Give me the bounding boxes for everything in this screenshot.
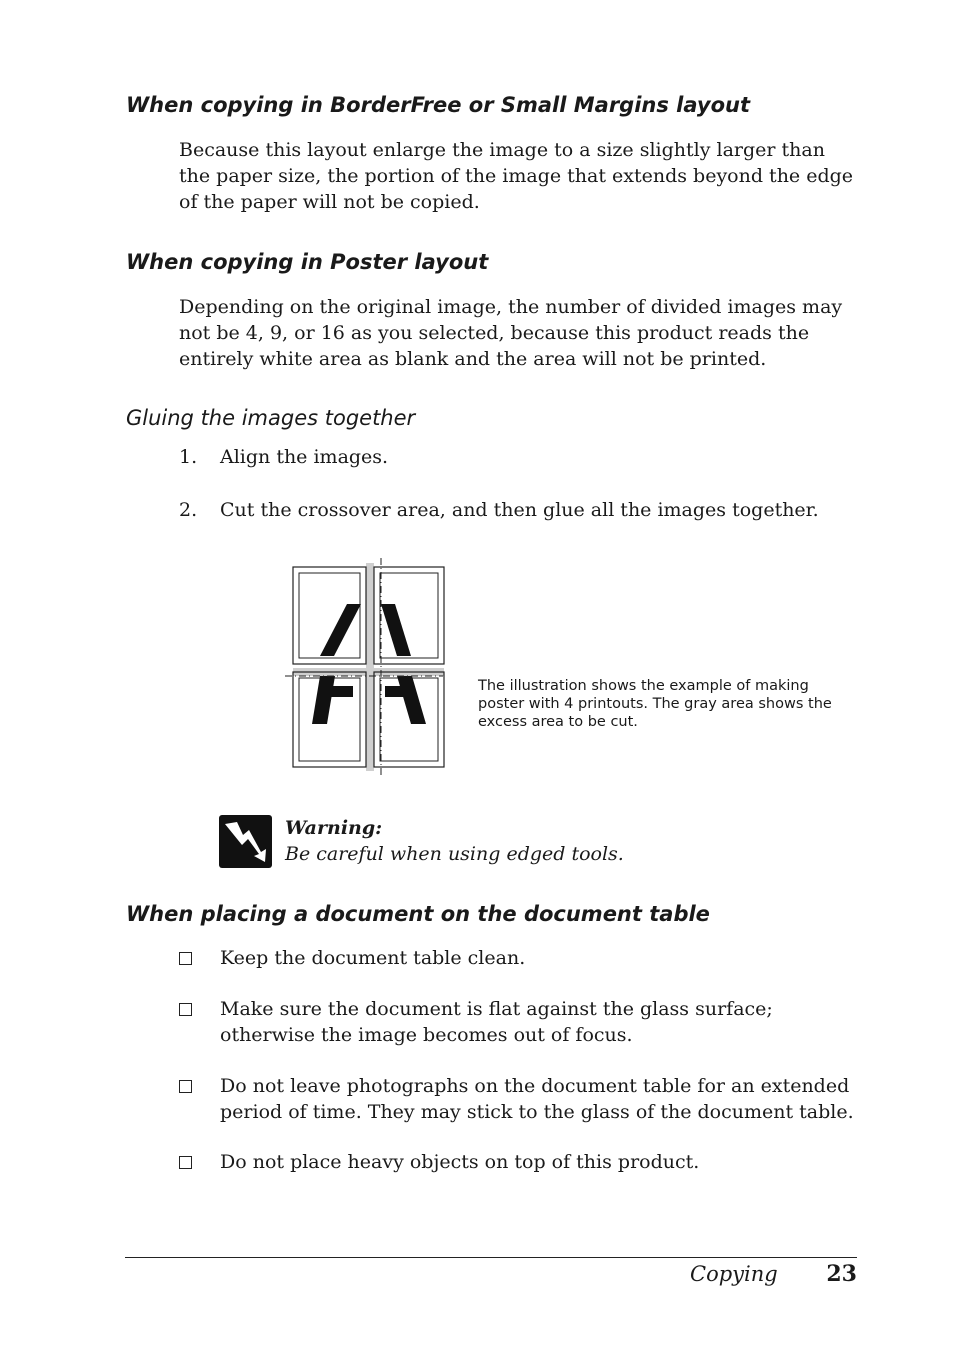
poster-gluing-illustration: [285, 558, 455, 778]
warning-title: Warning:: [285, 817, 383, 839]
step-text: Cut the crossover area, and then glue all the images together.: [220, 499, 819, 521]
gray-cut-area-vertical: [366, 563, 374, 771]
checkbox-bullet-icon: [179, 1149, 192, 1175]
list-item-text: Keep the document table clean.: [220, 947, 526, 969]
warning-body: Be careful when using edged tools.: [285, 843, 624, 865]
list-item-text: Make sure the document is flat against the glass surface; otherwise the image becomes out of focus.: [220, 998, 773, 1046]
footer-divider: [125, 1257, 857, 1258]
page-number: 23: [826, 1261, 857, 1287]
heading-gluing: Gluing the images together: [126, 406, 416, 430]
checkbox-bullet-icon: [179, 1073, 192, 1099]
list-item-text: Do not place heavy objects on top of this product.: [220, 1151, 700, 1173]
lightning-warning-icon: [219, 815, 272, 868]
step-text: Align the images.: [220, 446, 389, 468]
step-number: 2.: [179, 499, 198, 521]
figure-caption: The illustration shows the example of making poster with 4 printouts. The gray area shows the excess area to be cut.: [478, 678, 832, 730]
heading-poster: When copying in Poster layout: [126, 250, 489, 274]
heading-borderfree: When copying in BorderFree or Small Margins layout: [126, 93, 751, 117]
heading-document-table: When placing a document on the document table: [126, 902, 710, 926]
paragraph-poster: Depending on the original image, the number of divided images may not be 4, 9, or 16 as you selected, because this product reads the entirely white area as blank and the area will not be printed.: [179, 296, 843, 370]
paragraph-borderfree: Because this layout enlarge the image to a size slightly larger than the paper size, the portion of the image that extends beyond the edge of the paper will not be copied.: [179, 139, 854, 213]
list-item-text: Do not leave photographs on the document table for an extended period of time. They may stick to the glass of the document table.: [220, 1075, 854, 1123]
printout-top-right: [374, 567, 444, 664]
step-number: 1.: [179, 446, 198, 468]
checkbox-bullet-icon: [179, 945, 192, 971]
checkbox-bullet-icon: [179, 996, 192, 1022]
footer-section-name: Copying: [690, 1262, 778, 1286]
